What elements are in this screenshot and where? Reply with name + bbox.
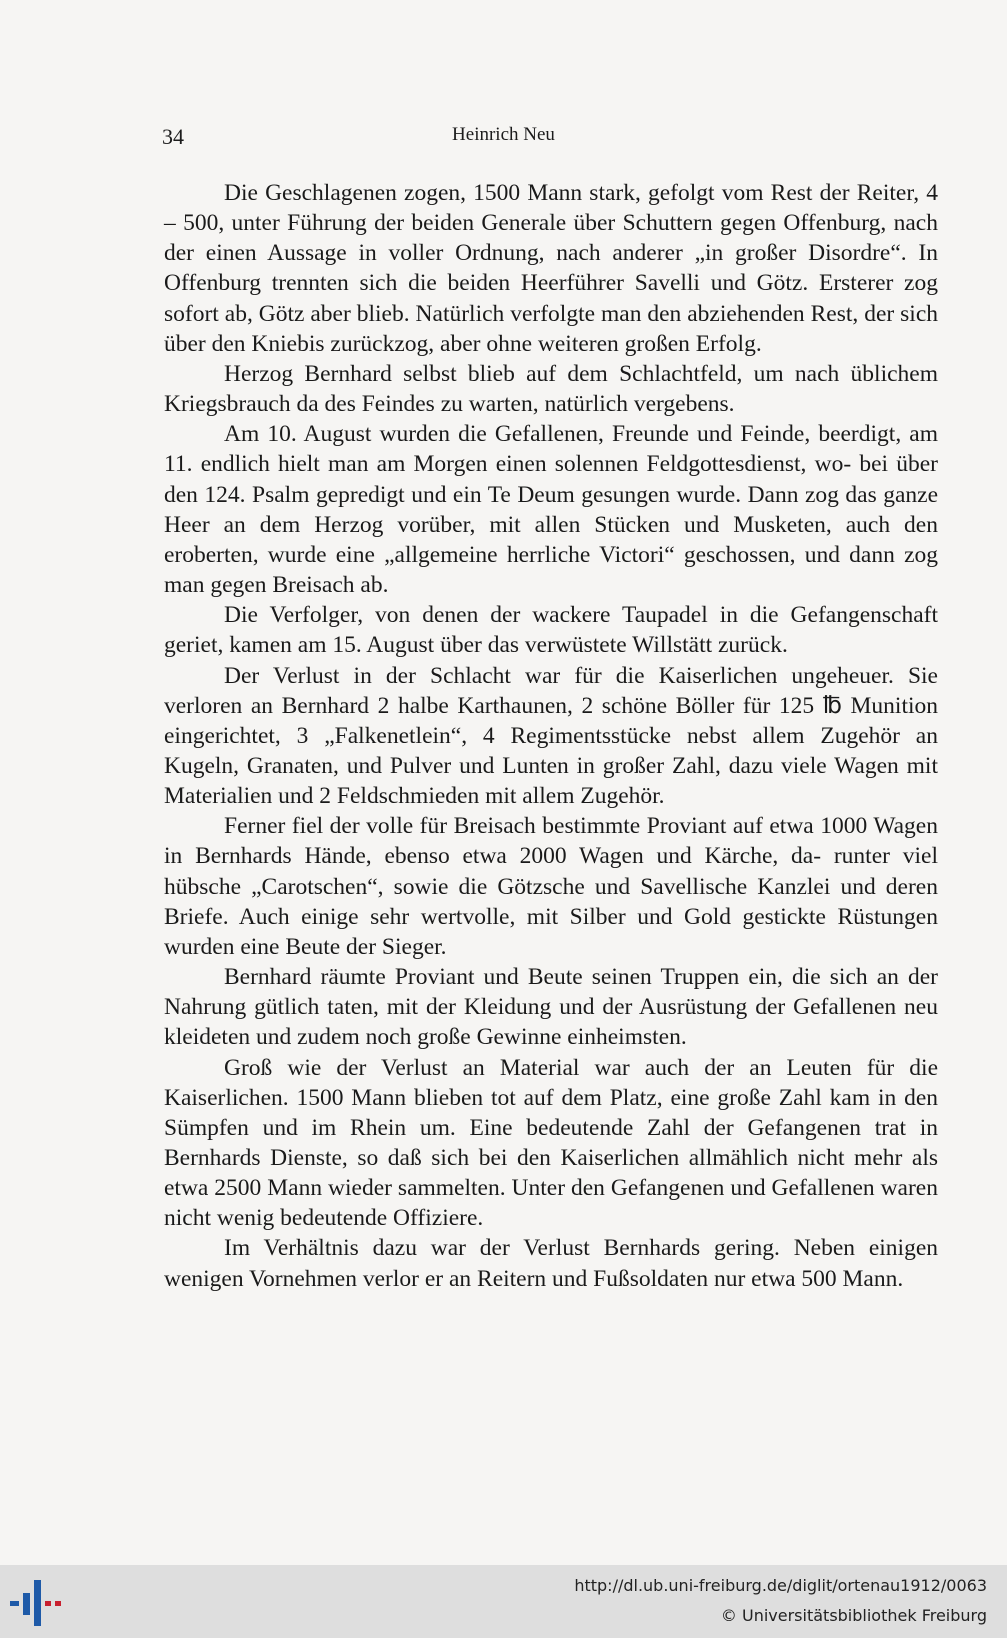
paragraph: Im Verhältnis dazu war der Verlust Bernhards gering. Neben einigen wenigen Vornehmen verlor er an Reitern und Fußsoldaten nur etwa 500 Mann. bbox=[164, 1235, 938, 1292]
paragraph: Herzog Bernhard selbst blieb auf dem Schlachtfeld, um nach üblichem Kriegsbrauch da des Feindes zu warten, natürlich vergebens. bbox=[164, 360, 938, 418]
paragraph: Am 10. August wurden die Gefallenen, Freunde und Feinde, beerdigt, am 11. endlich hielt man am Morgen einen solennen Feldgottesdienst, wo- bei über den 124. Psalm gepredigt und ein Te Deum gesungen wurde. Dann zog das ganze Heer an dem Herzog vorüber, mit allen Stücken und Musketen, auch den eroberten, wurde eine „allgemeine herrliche Victori“ geschossen, und dann zog man gegen Breisach ab. bbox=[164, 421, 938, 599]
footer-bar bbox=[0, 1565, 1007, 1638]
source-url-link[interactable]: http://dl.ub.uni-freiburg.de/diglit/ortenau1912/0063 bbox=[574, 1576, 987, 1595]
paragraph: Die Verfolger, von denen der wackere Taupadel in die Gefangenschaft geriet, kamen am 15. August über das verwüstete Willstätt zurück. bbox=[164, 602, 938, 659]
paragraph: Die Geschlagenen zogen, 1500 Mann stark, gefolgt vom Rest der Reiter, 4 – 500, unter Führung der beiden Generale über Schuttern gegen Offenburg, nach der einen Aussage in voller Ordnung, nach anderer „in großer Disordre“. In Offenburg trennten sich die beiden Heerführer Savelli und Götz. Ersterer zog sofort ab, Götz aber blieb. Natürlich verfolgte man den abziehenden Rest, der sich über den Kniebis zurückzog, aber ohne weiteren großen Erfolg. bbox=[164, 180, 938, 357]
running-head: Heinrich Neu bbox=[452, 124, 555, 145]
body-text bbox=[164, 178, 938, 1294]
page-number: 34 bbox=[162, 124, 184, 149]
copyright-notice: © Universitätsbibliothek Freiburg bbox=[720, 1606, 987, 1625]
paragraph: Bernhard räumte Proviant und Beute seinen Truppen ein, die sich an der Nahrung gütlich taten, mit der Kleidung und der Ausrüstung der Gefallenen neu kleideten und zudem noch große Gewinne einheimsten. bbox=[164, 964, 938, 1051]
paragraph: Ferner fiel der volle für Breisach bestimmte Proviant auf etwa 1000 Wagen in Bernhards Hände, ebenso etwa 2000 Wagen und Kärche, da- runter viel hübsche „Carotschen“, sowie die Götzsche und Savellische Kanzlei und deren Briefe. Auch einige sehr wertvolle, mit Silber und Gold gestickte Rüstungen wurden eine Beute der Sieger. bbox=[164, 813, 938, 960]
ub-freiburg-logo-icon bbox=[8, 1574, 64, 1630]
paragraph: Groß wie der Verlust an Material war auch der an Leuten für die Kaiserlichen. 1500 Mann blieben tot auf dem Platz, eine große Zahl kam in den Sümpfen und im Rhein um. Eine bedeutende Zahl der Gefangenen trat in Bernhards Dienste, so daß sich bei den Kaiserlichen allmählich nicht mehr als etwa 2500 Mann wieder sammelten. Unter den Gefangenen und Gefallenen waren nicht wenig bedeutende Offiziere. bbox=[164, 1054, 938, 1232]
paragraph: Der Verlust in der Schlacht war für die Kaiserlichen ungeheuer. Sie verloren an Bernhard 2 halbe Karthaunen, 2 schöne Böller für 125 ℔ Munition eingerichtet, 3 „Falkenetlein“, 4 Regimentsstücke nebst allem Zugehör an Kugeln, Granaten, und Pulver und Lunten in großer Zahl, dazu viele Wagen mit Materialien und 2 Feldschmieden mit allem Zugehör. bbox=[164, 662, 938, 810]
